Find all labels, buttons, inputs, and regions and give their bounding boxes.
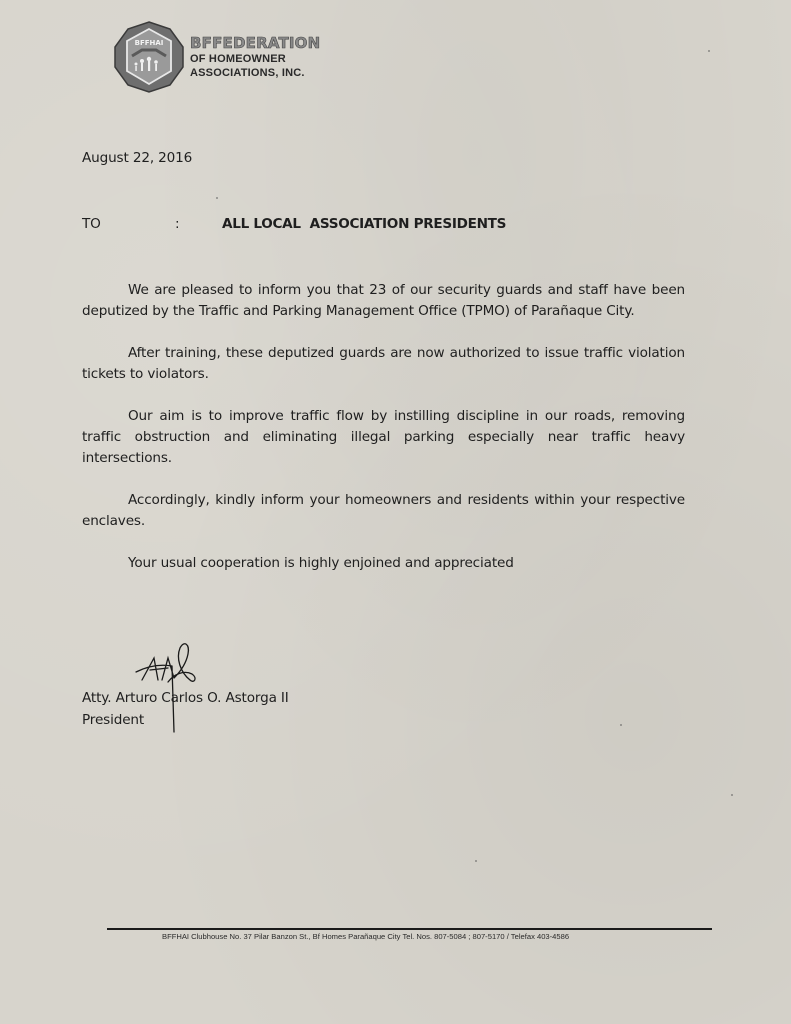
org-name-line3: ASSOCIATIONS, INC.: [190, 66, 305, 79]
footer-address: BFFHAI Clubhouse No. 37 Pilar Banzon St., Bf Homes Parañaque City Tel. Nos. 807-5084 ; 807-5170 / Telefax 403-4586: [162, 932, 570, 941]
letter-body: [82, 280, 685, 595]
to-label: TO: [82, 216, 101, 232]
paragraph: Accordingly, kindly inform your homeowners and residents within your respective enclaves.: [82, 492, 685, 529]
letter-date: August 22, 2016: [82, 150, 193, 166]
to-separator: :: [175, 216, 180, 232]
paper-speck: [731, 794, 733, 796]
paper-speck: [620, 724, 622, 726]
svg-text:BFFHAI: BFFHAI: [134, 39, 164, 47]
paragraph: After training, these deputized guards are now authorized to issue traffic violation tickets to violators.: [82, 345, 685, 382]
recipient-value: ALL LOCAL ASSOCIATION PRESIDENTS: [222, 216, 507, 232]
org-name-line1: BFFEDERATION: [190, 33, 321, 52]
signatory-title: President: [82, 712, 145, 728]
paper-speck: [216, 197, 218, 199]
paragraph: Your usual cooperation is highly enjoined and appreciated: [128, 555, 514, 571]
paragraph: We are pleased to inform you that 23 of our security guards and staff have been deputized by the Traffic and Parking Management Office (TPMO) of Parañaque City.: [82, 282, 685, 319]
letterhead: [112, 20, 320, 94]
bffhai-logo-icon: [112, 20, 186, 94]
signatory-name: Atty. Arturo Carlos O. Astorga II: [82, 690, 289, 706]
paper-speck: [708, 50, 710, 52]
paragraph: Our aim is to improve traffic flow by instilling discipline in our roads, removing traffic obstruction and eliminating illegal parking especially near traffic heavy intersections.: [82, 408, 685, 466]
org-name-line2: OF HOMEOWNER: [190, 52, 286, 65]
paper-speck: [475, 860, 477, 862]
footer-divider: [107, 928, 712, 930]
organization-name: [190, 33, 321, 79]
